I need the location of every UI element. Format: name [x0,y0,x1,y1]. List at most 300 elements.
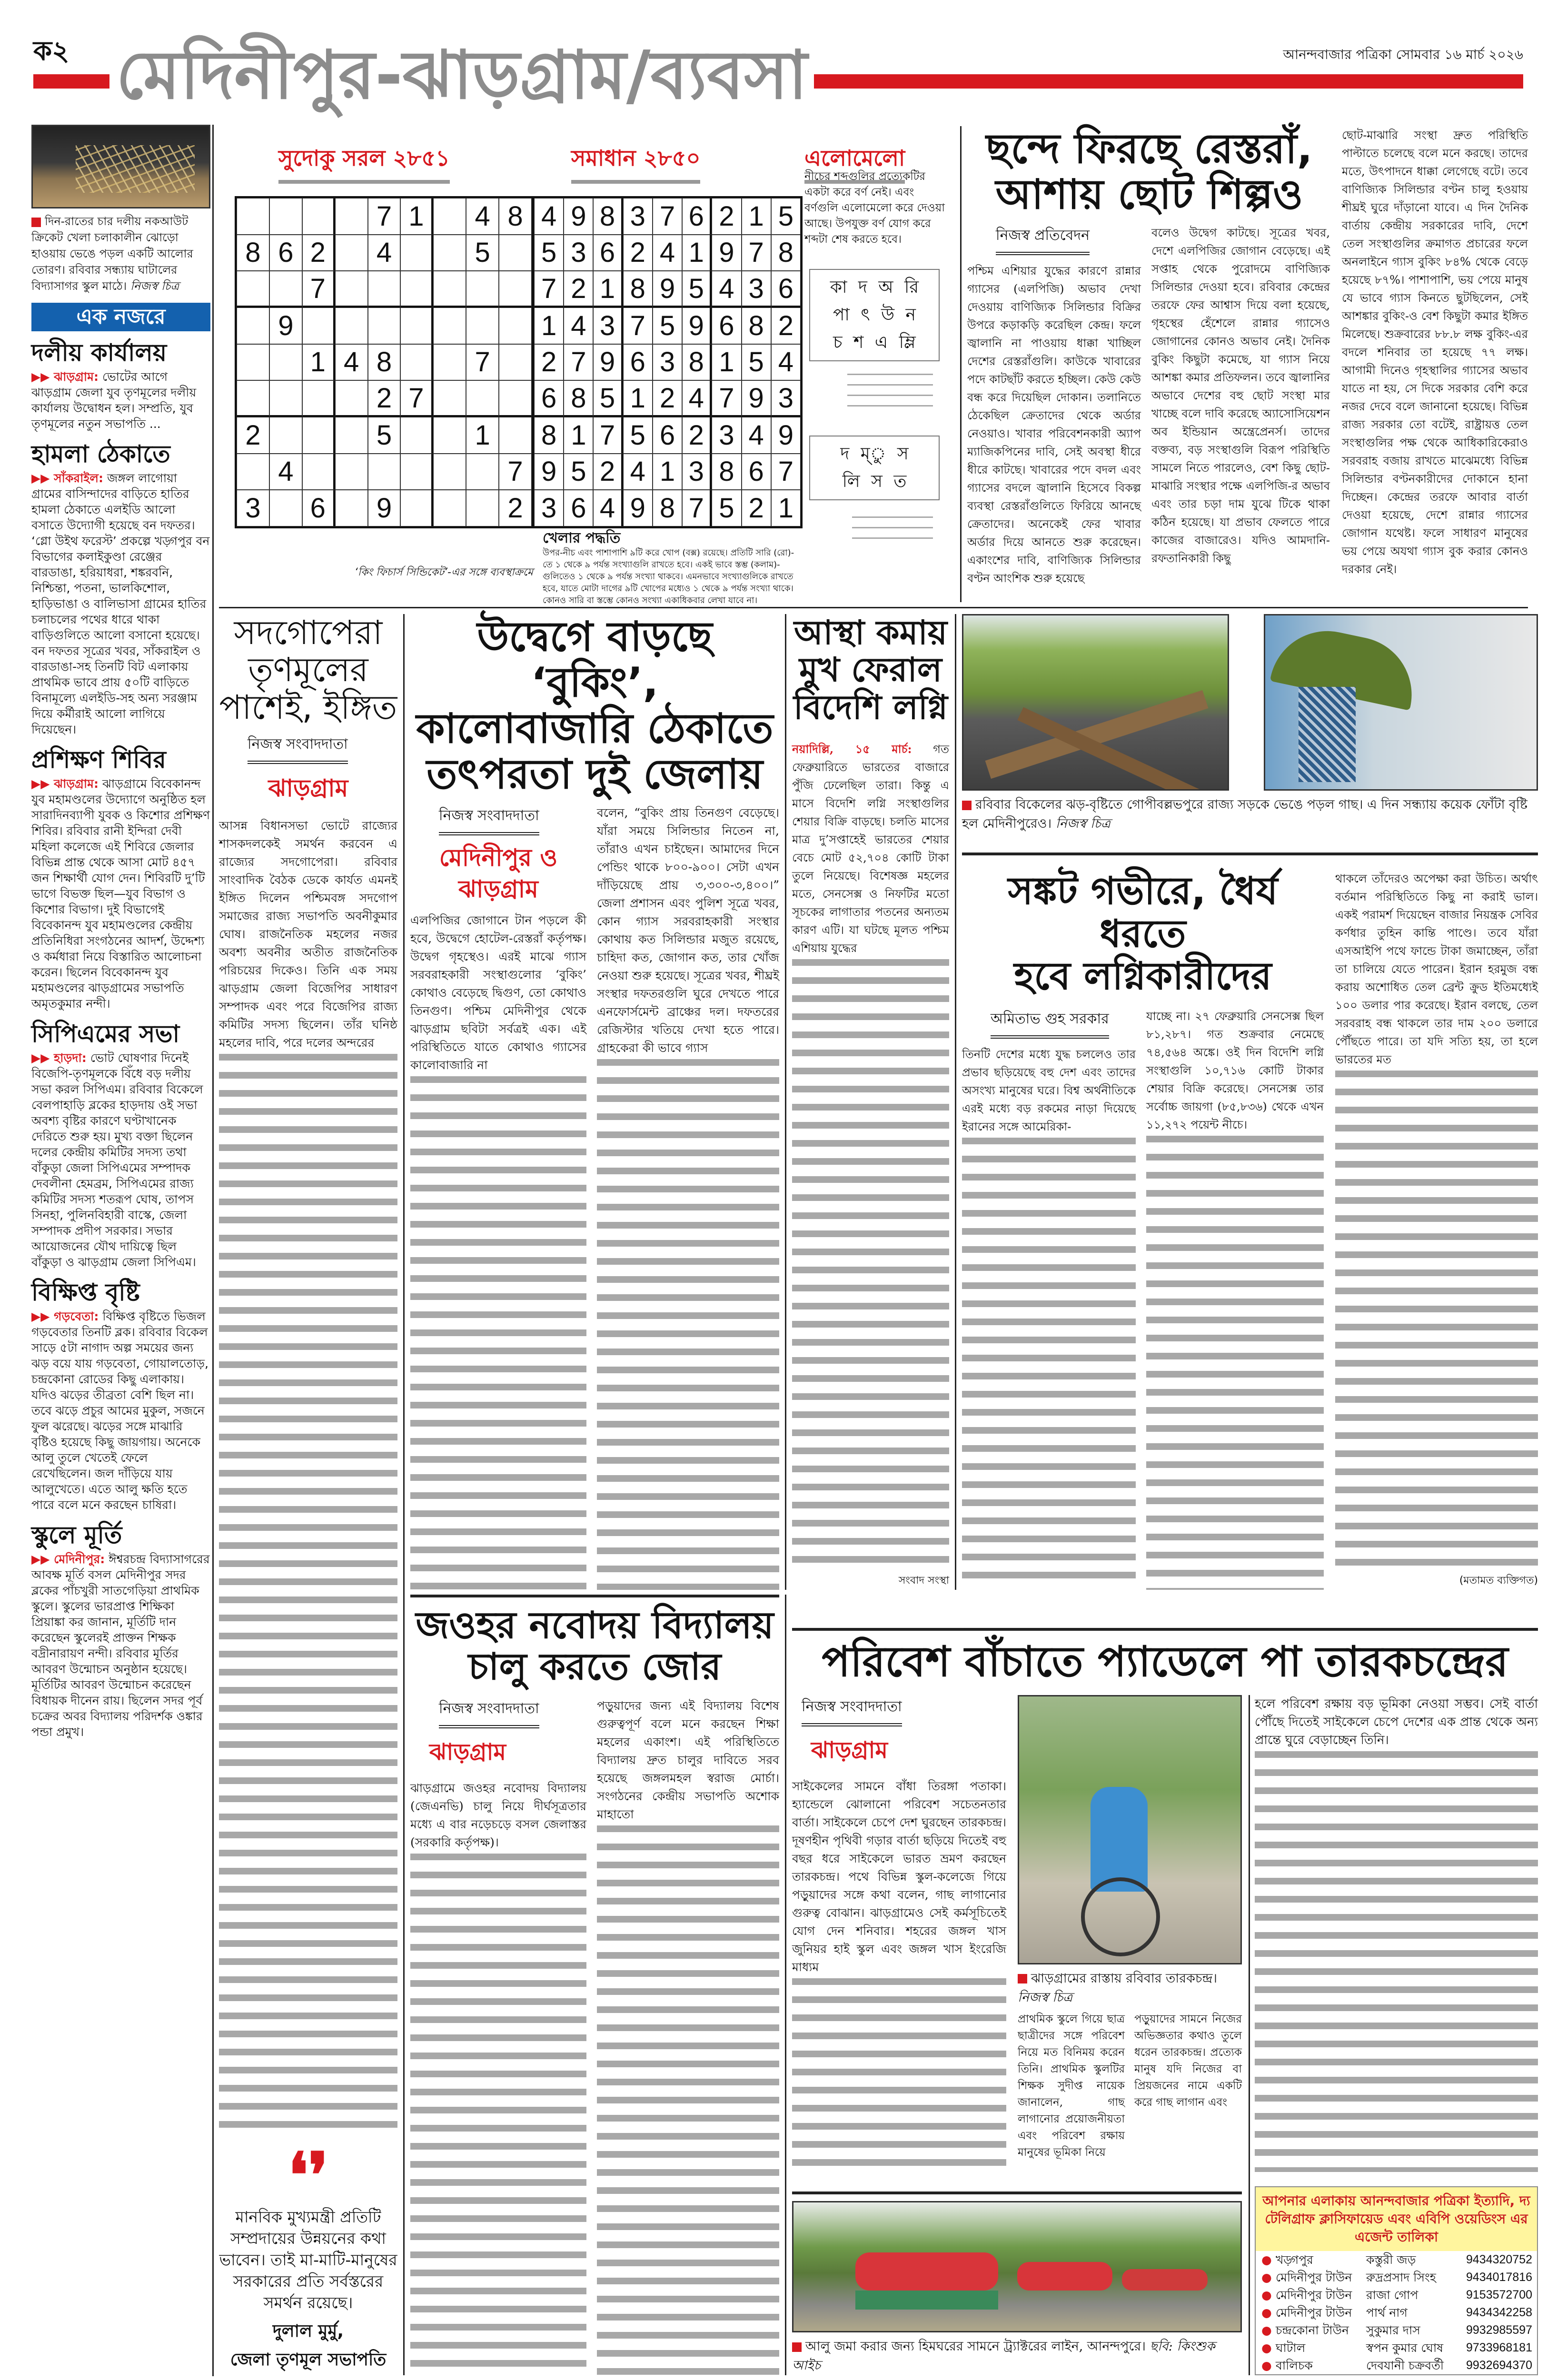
sadgop-story [219,614,397,2375]
sudoku-cell-empty[interactable] [269,271,302,307]
dateline: নয়াদিল্লি, ১৫ মার্চ: [792,742,912,756]
sudoku-cell-filled: 8 [368,344,401,381]
potato-sacks-shape [1017,2262,1112,2291]
sudoku-cell-empty[interactable] [499,271,532,307]
potato-sacks-shape [855,2252,998,2291]
sudoku-cell-filled: 6 [653,417,682,454]
jumble-word: চ শ এ ম্লি [833,333,916,352]
cycle-area [792,1595,1538,2375]
headline-line: কালোবাজারি ঠেকাতে [416,704,774,753]
weather-caption [962,795,1538,833]
cyclist-photo [1018,1695,1242,1964]
masthead-rule [33,74,109,89]
sudoku-cell-filled: 1 [466,417,499,454]
brief-item [31,1279,210,1513]
photo-credit: নিজস্ব চিত্র [1055,816,1111,831]
agent-rows [1256,2251,1537,2374]
agent-row [1256,2251,1537,2269]
sudoku-cell-filled: 7 [653,198,682,235]
jnv-story [410,1595,779,2375]
sudoku-cell-empty[interactable] [237,271,269,307]
caption-text: দিন-রাতের চার দলীয় নকআউট ক্রিকেট খেলা চলাকালীন ঝোড়ো হাওয়ায় ভেঙে পড়ল একটি আলোর তোরণ। রবিবার সন্ধ্যায় ঘাটালের বিদ্যাসাগর স্কুল মাঠে। [31,215,193,293]
sudoku-cell-filled: 6 [534,380,564,417]
agent-phone: 9932694370 [1466,2359,1533,2372]
sudoku-cell-empty[interactable] [466,380,499,417]
sudoku-cell-empty[interactable] [335,235,368,271]
column-divider [785,614,786,1590]
investment-story [792,614,949,1590]
brief-body: ভোটের আগে ঝাড়গ্রাম জেলা যুব তৃণমূলের দলীয় কার্যালয় উদ্বোধন হল। সম্প্রতি, যুব তৃণমূলের নতুন সভাপতি ... [31,370,197,431]
text-lines [1255,1751,1538,2172]
agent-name: কস্তুরী জড় [1366,2253,1416,2267]
sudoku-cell-empty[interactable] [335,271,368,307]
agent-area: ঘাটাল [1276,2341,1306,2355]
jumble-instructions: নীচের শব্দগুলির প্রত্যেকটির একটা করে বর্ণ নেই। এবং বর্ণগুলি এলোমেলো করে দেওয়া আছে। উপযুক্ত বর্ণ যোগ করে শব্দটা শেষ করতে হবে। [804,170,945,246]
person-shape [1299,687,1356,782]
top-story-left [967,126,1331,602]
quote-role: জেলা তৃণমূল সভাপতি [230,2350,387,2370]
section-rule [219,607,1528,608]
brief-place: ▶▶ মেদিনীপুর: [31,1552,105,1566]
sudoku-cell-filled: 3 [593,307,623,344]
cycle-col-4: হলে পরিবেশ রক্ষায় বড় ভূমিকা নেওয়া সম্ভব। সেই বার্তা পৌঁছে দিতেই সাইকেলে চেপে দেশের এক প্রান্ত থেকে অন্য প্রান্তে ঘুরে বেড়াচ্ছেন তিনি। [1255,1696,1538,1747]
sudoku-cell-empty[interactable] [499,344,532,381]
bullet-icon: ● [1261,2253,1272,2267]
sudoku-cell-filled: 2 [682,417,712,454]
sudoku-cell-filled: 5 [682,271,712,307]
sudoku-cell-filled: 2 [771,307,801,344]
byline: নিজস্ব সংবাদদাতা [439,1697,539,1728]
agent-name: পার্থ নাগ [1366,2306,1408,2320]
investment-text [792,740,949,957]
sudoku-cell-empty[interactable] [433,417,466,454]
agent-area: বালিচক [1276,2359,1313,2372]
brief-item [31,441,210,737]
agent-row [1256,2339,1537,2357]
sudoku-cell-filled: 4 [593,490,623,526]
sudoku-cell-filled: 8 [653,490,682,526]
sadgop-headline: সদগোপেরা তৃণমূলের পাশেই, ইঙ্গিত [219,613,397,727]
sudoku-cell-filled: 5 [368,417,401,454]
top-story-col-1-wrap [967,224,1141,602]
jumble-box-2 [809,436,940,500]
tractor-line-photo [792,2201,1242,2332]
sudoku-cell-filled: 3 [623,198,653,235]
jnv-col-2-wrap [597,1697,779,2375]
how-to-play-text: উপর-নীচ এবং পাশাপাশি ৯টি করে খোপ (বক্স) রয়েছে। প্রতিটি সারি (রো)-তে ১ থেকে ৯ পর্যন্ত সংখ্যাগুলি রাখতে হবে। একই ভাবে স্তম্ভ (কলাম)-গুলিতেও ১ থেকে ৯ পর্যন্ত সংখ্যা থাকবে। এমনভাবে সংখ্যাগুলিকে রাখতে হবে, যাতে মোটা দাগের ৯টি খোপের মধ্যেও ১ থেকে ৯ পর্যন্ত সংখ্যা থাকে। কোনও সারি বা স্তম্ভে কোনও সংখ্যা একাধিকবার লেখা যাবে না। [543,548,794,605]
sudoku-cell-empty[interactable] [302,380,335,417]
sudoku-cell-empty[interactable] [466,307,499,344]
sudoku-cell-filled: 4 [335,344,368,381]
sudoku-cell-empty[interactable] [269,490,302,526]
sudoku-cell-filled: 8 [564,380,593,417]
sudoku-cell-filled: 5 [466,235,499,271]
jnv-col-1-wrap [410,1697,586,2375]
sudoku-grid [235,196,534,528]
masthead-rule [814,74,1523,89]
caption-marker-icon [962,801,972,810]
sudoku-cell-filled: 9 [712,235,741,271]
text-lines [410,1076,586,1590]
byline: অমিতাভ গুহ সরকার [991,1007,1109,1039]
brief-body: বিক্ষিপ্ত বৃষ্টিতে ভিজল গড়বেতার তিনটি ব্লক। রবিবার বিকেল সাড়ে ৫টা নাগাদ অল্প সময়ের জন্য ঝড় বয়ে যায় গড়বেতা, গোয়ালতোড়, চন্দ্রকোনা রোডের কিছু এলাকায়। যদিও ঝড়ের তীব্রতা বেশি ছিল না। তবে ঝড়ে প্রচুর আমের মুকুল, সজনে ফুল ঝরেছে। ঝড়ের সঙ্গে মাঝারি বৃষ্টিও হয়েছে কিছু জায়গায়। অনেকে আলু তুলে খেতেই ফেলে রেখেছিলেন। জল দাঁড়িয়ে যায় আলুখেতে। এতে আলু ক্ষতি হতে পারে বলে মনে করছেন চাষিরা। [31,1309,208,1512]
sudoku-cell-filled: 1 [593,271,623,307]
sudoku-cell-filled: 1 [400,198,433,235]
at-a-glance-header: এক নজরে [31,303,210,331]
byline: নিজস্ব প্রতিবেদন [996,224,1090,255]
sudoku-cell-empty[interactable] [269,344,302,381]
sudoku-cell-empty[interactable] [400,417,433,454]
sudoku-cell-filled: 1 [742,198,771,235]
place-name: মেদিনীপুর: [54,1552,105,1566]
brief-title: স্কুলে মূর্তি [31,1521,122,1549]
section-rule [792,2192,1242,2194]
bicycle-wheel-shape [1081,1877,1160,1956]
text-lines [1146,1136,1324,1590]
column-divider [785,1595,786,2375]
crisis-col-2: যাচ্ছে না। ২৭ ফেব্রুয়ারি সেনসেক্স ছিল ৮১,২৮৭। গত শুক্রবার নেমেছে ৭৪,৫৬৪ অঙ্কে। ওই দিন বিদেশি লগ্নি সংস্থাগুলি ১০,৭১৬ কোটি টাকার শেয়ার বিক্রি করেছে। সেনসেক্স তার সর্বোচ্চ জায়গা (৮৫,৮৩৬) থেকে এখন ১১,২৭২ পয়েন্ট নীচে। [1146,1009,1324,1131]
sudoku-cell-filled: 1 [712,344,741,381]
quote-name: দুলাল মুর্মু, [272,2321,344,2341]
brief-text [31,1309,210,1513]
sudoku-cell-empty[interactable] [466,490,499,526]
sudoku-cell-empty[interactable] [433,454,466,490]
brief-place: ▶▶ সাঁকরাইল: [31,471,104,485]
place-name: গড়বেতা: [54,1309,99,1323]
how-to-play [543,530,802,606]
sudoku-cell-empty[interactable] [237,454,269,490]
sudoku-cell-empty[interactable] [302,454,335,490]
sudoku-cell-filled: 4 [269,454,302,490]
sudoku-cell-filled: 7 [623,307,653,344]
column-divider [212,125,214,2376]
photo-credit: নিজস্ব চিত্র [1018,1990,1073,2005]
bullet-icon: ● [1261,2323,1272,2337]
sudoku-cell-filled: 3 [653,344,682,381]
brief-text [31,369,210,432]
investment-body: গত ফেব্রুয়ারিতে ভারতের বাজারে পুঁজি ঢেলেছিল তারা। কিন্তু এ মাসে বিদেশি লগ্নি সংস্থাগুলির শেয়ার বিক্রি বাড়ছে। চলতি মাসের মাত্র দু’সপ্তাহেই ভারতের শেয়ার বেচে মোট ৫২,৭০৪ কোটি টাকা তুলে নিয়েছে। বিশেষজ্ঞ মহলের মতে, সেনসেক্স ও নিফটির মতো সূচকের লাগাতার পতনের অন্যতম কারণ এটি। যা ঘটছে মূলত পশ্চিম এশিয়ায় যুদ্ধের [792,743,949,955]
sudoku-cell-filled: 3 [237,490,269,526]
sudoku-cell-filled: 2 [742,490,771,526]
sudoku-cell-empty[interactable] [335,417,368,454]
jumble-word: পা ৎ উ ন [833,305,916,325]
sudoku-cell-empty[interactable] [499,235,532,271]
sudoku-cell-filled: 5 [534,235,564,271]
brief-title: প্রশিক্ষণ শিবির [31,746,166,774]
top-story-col-2: বলেও উদ্বেগ কাটছে। সূত্রের খবর, দেশে এলপিজির জোগান বেড়েছে। এই সপ্তাহ থেকে পুরোদমে বাণিজ্যিক সিলিন্ডার দেওয়া হবে। রবিবার কেন্দ্রের তরফে ফের আশ্বাস দিয়ে বলা হয়েছে, গৃহস্থের হেঁশেলে রান্নার গ্যাসেও জোগানের কোনও অভাব নেই। দৈনিক বুকিং কিছুটা কমেছে, যা গ্যাস নিয়ে আশঙ্কা কমার প্রতিফলন। তবে জ্বালানির অভাবে দেশের বহু ছোট সংস্থা মার খাচ্ছে বলে দাবি করেছে অ্যাসোসিয়েশন অব ইন্ডিয়ান অন্ত্রেপ্রেনর্স। তাদের বক্তব্য, বড় সংস্থাগুলি বিরূপ পরিস্থিতি সামলে নিতে পারলেও, বেশ কিছু ছোট-মাঝারি সংস্থার পক্ষে এলপিজি-র অভাব এবং তার চড়া দাম যুঝে টিকে থাকা কঠিন হয়েছে। যা প্রভাব ফেলতে পারে কাজের বাজারেও। যদিও আমদানি-রফতানিকারী কিছু [1151,226,1330,565]
sudoku-cell-filled: 9 [623,490,653,526]
section-rule [410,1595,779,1597]
sudoku-cell-filled: 5 [564,454,593,490]
briefs-list [31,340,210,1749]
headline-line: তৎপরতা দুই জেলায় [426,750,763,798]
agent-list-box [1255,2186,1538,2375]
sudoku-cell-empty[interactable] [400,271,433,307]
agent-phone: 9434017816 [1466,2271,1533,2284]
sudoku-cell-empty[interactable] [269,380,302,417]
sudoku-cell-filled: 8 [237,235,269,271]
agent-name: স্বপন কুমার ঘোষ [1366,2341,1443,2355]
cricket-gate-photo [31,125,210,208]
sudoku-cell-empty[interactable] [335,490,368,526]
sudoku-cell-filled: 2 [237,417,269,454]
sudoku-cell-empty[interactable] [466,454,499,490]
section-title: মেদিনীপুর-ঝাড়গ্রাম/ব্যবসা [116,37,808,114]
jnv-headline [410,1605,779,1688]
sudoku-cell-filled: 4 [564,307,593,344]
umbrella-cyclist-photo [1264,614,1538,791]
booking-col-2-wrap [597,804,779,1590]
headline-line: চালু করতে জোর [468,1646,722,1689]
agent-phone: 9153572700 [1466,2288,1533,2301]
text-lines [410,1854,586,2375]
column-divider [403,614,405,2375]
place-name: হাড়দা: [54,1051,87,1065]
left-column [31,125,210,1749]
sudoku-cell-filled: 8 [593,198,623,235]
sudoku-cell-empty[interactable] [335,380,368,417]
row-c [410,1595,1538,2375]
sudoku-cell-filled: 7 [593,417,623,454]
sudoku-cell-empty[interactable] [335,307,368,344]
sudoku-cell-empty[interactable] [237,344,269,381]
brief-title: দলীয় কার্যালয় [31,339,167,367]
jumble-word: কা দ অ রি [830,278,919,297]
sudoku-cell-filled: 2 [499,490,532,526]
main-area [219,125,1538,2375]
sudoku-cell-filled: 4 [771,344,801,381]
brief-item [31,747,210,1012]
masthead-right [814,44,1523,112]
agent-phone: 9932985597 [1466,2323,1533,2337]
column-divider [960,126,962,602]
brief-body: জঙ্গল লাগোয়া গ্রামের বাসিন্দাদের বাড়িতে হাতির হামলা ঠেকাতে এলইডি আলো বসাতে উদ্যোগী হয়েছে বন দফতর। ‘গ্লো উইথ ফরেস্ট’ প্রকল্পে খড়্গপুর বন বিভাগের কলাইকুণ্ডা রেঞ্জের বারডাঙা, হরিয়াধরা, শঙ্করবনি, নিশ্চিন্তা, পতনা, ভালকিশোল, হাড়িভাঙা ও বালিভাসা গ্রামের হাতির চলাচলের পথের ধারে থাকা বাড়িগুলিতে আলো বসানো হয়েছে। বন দফতর সূত্রের খবর, সাঁকরাইল ও বারডাঙা-সহ তিনটি বিট এলাকায় প্রাথমিক ভাবে প্রায় ৫০টি বাড়িতে বিনামূল্যে এলইডি-সহ অন্য সরঞ্জাম দিয়ে কর্মীরাই আলো লাগিয়ে দিয়েছেন। [31,471,210,736]
sudoku-cell-filled: 9 [653,271,682,307]
brief-body: ঈশ্বরচন্দ্র বিদ্যাসাগরের আবক্ষ মূর্তি বসল মেদিনীপুর সদর ব্লকের পাঁচখুরী সাতগেড়িয়া প্রাথমিক স্কুলে। স্কুলের ভারপ্রাপ্ত শিক্ষিকা প্রিয়াঙ্কা কর জানান, মূর্তিটি দান করেছেন স্কুলেরই প্রাক্তন শিক্ষক বদ্রীনারায়ণ নন্দী। রবিবার মূর্তির আবরণ উন্মোচন অনুষ্ঠান হয়েছে। মূর্তিটির আবরণ উন্মোচন করেছেন বিধায়ক দীনেন রায়। ছিলেন সদর পূর্ব চক্রের অবর বিদ্যালয় পরিদর্শক ওঙ্কার পন্ডা প্রমুখ। [31,1552,210,1739]
sudoku-cell-empty[interactable] [368,307,401,344]
sudoku-cell-empty[interactable] [433,307,466,344]
potato-sacks-shape [1122,2269,1208,2291]
sudoku-cell-empty[interactable] [400,307,433,344]
byline: নিজস্ব সংবাদদাতা [439,804,539,835]
sudoku-cell-filled: 6 [564,490,593,526]
sudoku-cell-filled: 6 [623,344,653,381]
section-rule [962,853,1538,855]
headline-line: হবে লগ্নিকারীদের [1014,954,1272,999]
row-b [410,614,1538,1590]
sudoku-cell-filled: 4 [466,198,499,235]
agent-phone: 9434342258 [1466,2306,1533,2319]
sudoku-cell-filled: 4 [623,454,653,490]
agent-phone: 9733968181 [1466,2341,1533,2354]
brief-text [31,470,210,737]
sudoku-cell-filled: 5 [742,344,771,381]
caption-marker-icon [31,218,41,227]
booking-col-2: বলেন, “বুকিং প্রায় তিনগুণ বেড়েছে। যাঁরা সময়ে সিলিন্ডার নিতেন না, তাঁরাও এখন চাইছেন। আমাদের দিনে পেন্ডিং থাকে ৮০০-৯০০। সেটা এখন দাঁড়িয়েছে প্রায় ৩,৩০০-৩,৪০০।” জেলা প্রশাসন এবং পুলিশ সূত্রে খবর, কোন গ্যাস সরবরাহকারী সংস্থার কোথায় কত সিলিন্ডার মজুত রয়েছে, চাহিদা কত, জোগান কত, তার খোঁজ নেওয়া শুরু হয়েছে। সূত্রের খবর, শীঘ্রই সংস্থার দফতরগুলি ঘুরে দেখতে পারে এনফোর্সমেন্ট ব্রাঞ্চের দল। দফতরের রেজিস্টার খতিয়ে দেখা হতে পারে। গ্রাহকেরা কী ভাবে গ্যাস [597,806,779,1055]
bullet-icon: ● [1261,2271,1272,2284]
sudoku-cell-filled: 6 [742,454,771,490]
sudoku-cell-filled: 3 [534,490,564,526]
sudoku-cell-filled: 7 [302,271,335,307]
bullet-icon: ● [1261,2341,1272,2355]
place-label: ঝাড়গ্রাম [811,1736,888,1764]
agent-area: খড়্গপুর [1276,2253,1313,2267]
bullet-icon: ● [1261,2359,1272,2372]
sudoku-cell-empty[interactable] [499,307,532,344]
sudoku-cell-empty[interactable] [466,271,499,307]
brief-text [31,1551,210,1740]
sudoku-cell-empty[interactable] [433,380,466,417]
sudoku-cell-filled: 1 [534,307,564,344]
cycle-headline: পরিবেশ বাঁচাতে প্যাডেলে পা তারকচন্দ্রের [822,1637,1508,1686]
brief-text [31,1050,210,1270]
place-label: ঝাড়গ্রাম [429,1738,506,1765]
agent-row [1256,2269,1537,2286]
investment-headline: আস্থা কমায় মুখ ফেরাল বিদেশি লগ্নি [793,613,948,727]
sudoku-cell-filled: 4 [653,235,682,271]
mirrored-answers [852,516,933,540]
masthead-left [33,38,109,112]
sudoku-cell-filled: 6 [593,235,623,271]
sudoku-cell-filled: 8 [712,454,741,490]
headline-line: উদ্বেগে বাড়ছে ‘বুকিং’, [477,613,713,707]
sudoku-cell-filled: 8 [623,271,653,307]
sudoku-cell-filled: 1 [682,235,712,271]
cycle-col-1: সাইকেলের সামনে বাঁধা তিরঙ্গা পতাকা। হ্যান্ডেলে ঝোলানো পরিবেশ সচেতনতার বার্তা। সাইকেলে চেপে দেশ ঘুরছেন তারকচন্দ্র। দূষণহীন পৃথিবী গড়ার বার্তা ছড়িয়ে দিতেই বহু বছর ধরে সাইকেলে ভারত ভ্রমণ করছেন তারকচন্দ্র। পথে বিভিন্ন স্কুল-কলেজে গিয়ে পড়ুয়াদের সঙ্গে কথা বলেন, গাছ লাগানোর গুরুত্ব বোঝান। ঝাড়গ্রামেও সেই কর্মসূচিতেই যোগ দেন শনিবার। শহরের জঙ্গল খাস জুনিয়র হাই স্কুল এবং জঙ্গল খাস ইংরেজি মাধ্যম [792,1779,1006,1974]
text-lines [1335,1071,1538,1569]
dateline: আনন্দবাজার পত্রিকা সোমবার ১৬ মার্চ ২০২৬ [1283,47,1523,62]
column-divider [955,614,956,1590]
agent-area: মেদিনীপুর টাউন [1276,2271,1352,2284]
sudoku-cell-filled: 9 [682,307,712,344]
place-name: ঝাড়গ্রাম: [54,370,99,384]
sudoku-cell-filled: 6 [771,271,801,307]
sudoku-cell-filled: 1 [623,380,653,417]
agent-name: রুদ্রপ্রসাদ সিংহ [1366,2271,1436,2284]
sudoku-cell-empty[interactable] [269,417,302,454]
crisis-columns [962,1007,1324,1590]
sudoku-cell-filled: 9 [534,454,564,490]
sudoku-cell-filled: 8 [682,344,712,381]
sudoku-cell-empty[interactable] [335,454,368,490]
sudoku-cell-filled: 3 [712,417,741,454]
sudoku-cell-filled: 2 [534,344,564,381]
sudoku-cell-filled: 5 [771,198,801,235]
caption-text: আলু জমা করার জন্য হিমঘরের সামনে ট্র্যাক্টরের লাইন, আনন্দপুরে। [805,2339,1146,2354]
sudoku-cell-empty[interactable] [433,198,466,235]
sudoku-cell-empty[interactable] [433,235,466,271]
cycle-upper [792,1695,1242,2177]
sudoku-cell-empty[interactable] [302,417,335,454]
booking-col-1: এলপিজির জোগানে টান পড়লে কী হবে, উদ্বেগে হোটেল-রেস্তরাঁ কর্তৃপক্ষ। উদ্বেগ গৃহস্থেও। এরই মাঝে গ্যাস সরবরাহকারী সংস্থাগুলোর ‘বুকিং’ কোথাও বেড়েছে দ্বিগুণ, তো কোথাও তিনগুণ। পশ্চিম মেদিনীপুর থেকে ঝাড়গ্রাম ছবিটা সর্বত্রই এক। এই পরিস্থিতিতে যাতে কোথাও গ্যাসের কালোবাজারি না [410,913,586,1072]
sudoku-cell-filled: 5 [712,490,741,526]
page-number: ক২ [33,36,69,67]
sudoku-cell-filled: 7 [771,454,801,490]
sudoku-cell-filled: 4 [712,271,741,307]
jnv-col-2: পড়ুয়াদের জন্য এই বিদ্যালয় বিশেষ গুরুত্বপূর্ণ বলে মনে করছেন শিক্ষা মহলের একাংশ। এই পরিস্থিতিতে বিদ্যালয় দ্রুত চালুর দাবিতে সরব হয়েছে জঙ্গলমহল স্বরাজ মোর্চা। সংগঠনের কেন্দ্রীয় সভাপতি অশোক মাহাতো [597,1698,779,1821]
agent-phone: 9434320752 [1466,2253,1533,2266]
booking-col-1-wrap [410,804,586,1590]
sudoku-cell-empty[interactable] [400,344,433,381]
place-label: ঝাড়গ্রাম [268,774,348,803]
sudoku-cell-filled: 2 [302,235,335,271]
tractor-caption [792,2337,1242,2375]
crisis-story [962,870,1538,1590]
sudoku-cell-empty[interactable] [400,490,433,526]
brief-body: ঝাড়গ্রামে বিবেকানন্দ যুব মহামণ্ডলের উদ্যোগে অনুষ্ঠিত হল সারাদিনব্যাপী যুবক ও কিশোর প্রশিক্ষণ শিবির। রবিবার রানী ইন্দিরা দেবী মহিলা কলেজে এই শিবিরে জেলার বিভিন্ন প্রান্ত থেকে আসা মোট ৪৫৭ জন শিক্ষার্থী যোগ দেন। শিবিরটি দু’টি ভাগে বিভক্ত ছিল—যুব বিভাগ ও কিশোর বিভাগ। দুই বিভাগেই বিবেকানন্দ যুব মহামণ্ডলের কেন্দ্রীয় প্রতিনিধিরা সংগঠনের আদর্শ, উদ্দেশ্য ও কর্মধারা নিয়ে বিস্তারিত আলোচনা করেন। ছিলেন বিবেকানন্দ যুব মহামণ্ডলের ঝাড়গ্রামের সভাপতি অমৃতকুমার নন্দী। [31,777,210,1011]
mirrored-answers [847,374,933,412]
photo-credit: ছবি: কিংশুক আইচ [792,2339,1215,2373]
sudoku-cell-filled: 3 [771,380,801,417]
sudoku-cell-filled: 1 [302,344,335,381]
sudoku-cell-empty[interactable] [400,454,433,490]
place-name: সাঁকরাইল: [54,471,104,485]
sudoku-cell-empty[interactable] [499,380,532,417]
jumble-box-1 [809,269,940,361]
sudoku-cell-filled: 7 [368,198,401,235]
sudoku-cell-filled: 7 [564,344,593,381]
sudoku-cell-empty[interactable] [433,271,466,307]
brief-place: ▶▶ গড়বেতা: [31,1309,99,1323]
headline-line: জওহর নবোদয় বিদ্যালয় [416,1604,774,1647]
sudoku-cell-filled: 8 [742,307,771,344]
brief-title: বিক্ষিপ্ত বৃষ্টি [31,1279,140,1306]
jumble-title: এলোমেলো [804,142,905,184]
sudoku-cell-empty[interactable] [302,198,335,235]
cycle-photo-wrap [1018,1695,1242,2177]
jumble-word: লি স ত [842,472,907,491]
sudoku-cell-filled: 2 [653,380,682,417]
sudoku-cell-empty[interactable] [400,235,433,271]
sudoku-cell-empty[interactable] [335,198,368,235]
weather-photos [962,614,1538,791]
sudoku-cell-filled: 1 [653,454,682,490]
sudoku-cell-empty[interactable] [302,307,335,344]
sudoku-cell-empty[interactable] [237,380,269,417]
pull-quote [219,2139,397,2375]
solution-title: সমাধান ২৮৫০ [571,142,700,184]
top-row [219,125,1528,605]
lower-area [219,613,1538,2375]
sudoku-cell-filled: 6 [269,235,302,271]
byline: নিজস্ব সংবাদদাতা [802,1695,902,1726]
sudoku-cell-empty[interactable] [269,198,302,235]
brief-text [31,776,210,1012]
brief-item [31,1021,210,1270]
sign-off: সংবাদ সংস্থা [898,1575,949,1587]
top-story-col-2-wrap [1151,224,1330,602]
sudoku-cell-empty[interactable] [499,417,532,454]
byline: নিজস্ব সংবাদদাতা [248,733,348,764]
sudoku-cell-empty[interactable] [433,490,466,526]
sudoku-cell-filled: 3 [682,454,712,490]
text-lines [597,1825,779,2375]
cycle-col-1-wrap [792,1695,1006,2177]
sudoku-cell-empty[interactable] [237,198,269,235]
agent-area: চন্দ্রকোনা টাউন [1276,2323,1349,2337]
solution-grid [532,196,803,528]
sudoku-cell-empty[interactable] [433,344,466,381]
sudoku-cell-empty[interactable] [368,271,401,307]
cyclist-caption [1018,1969,1242,2007]
cycle-body [792,1695,1538,2375]
caption-text: ঝাড়গ্রামের রাস্তায় রবিবার তারকচন্দ্র। [1031,1971,1218,1986]
sudoku-cell-empty[interactable] [237,307,269,344]
sudoku-cell-filled: 2 [593,454,623,490]
sudoku-cell-empty[interactable] [368,454,401,490]
sudoku-cell-filled: 6 [712,307,741,344]
brief-title: হামলা ঠেকাতে [31,440,170,468]
